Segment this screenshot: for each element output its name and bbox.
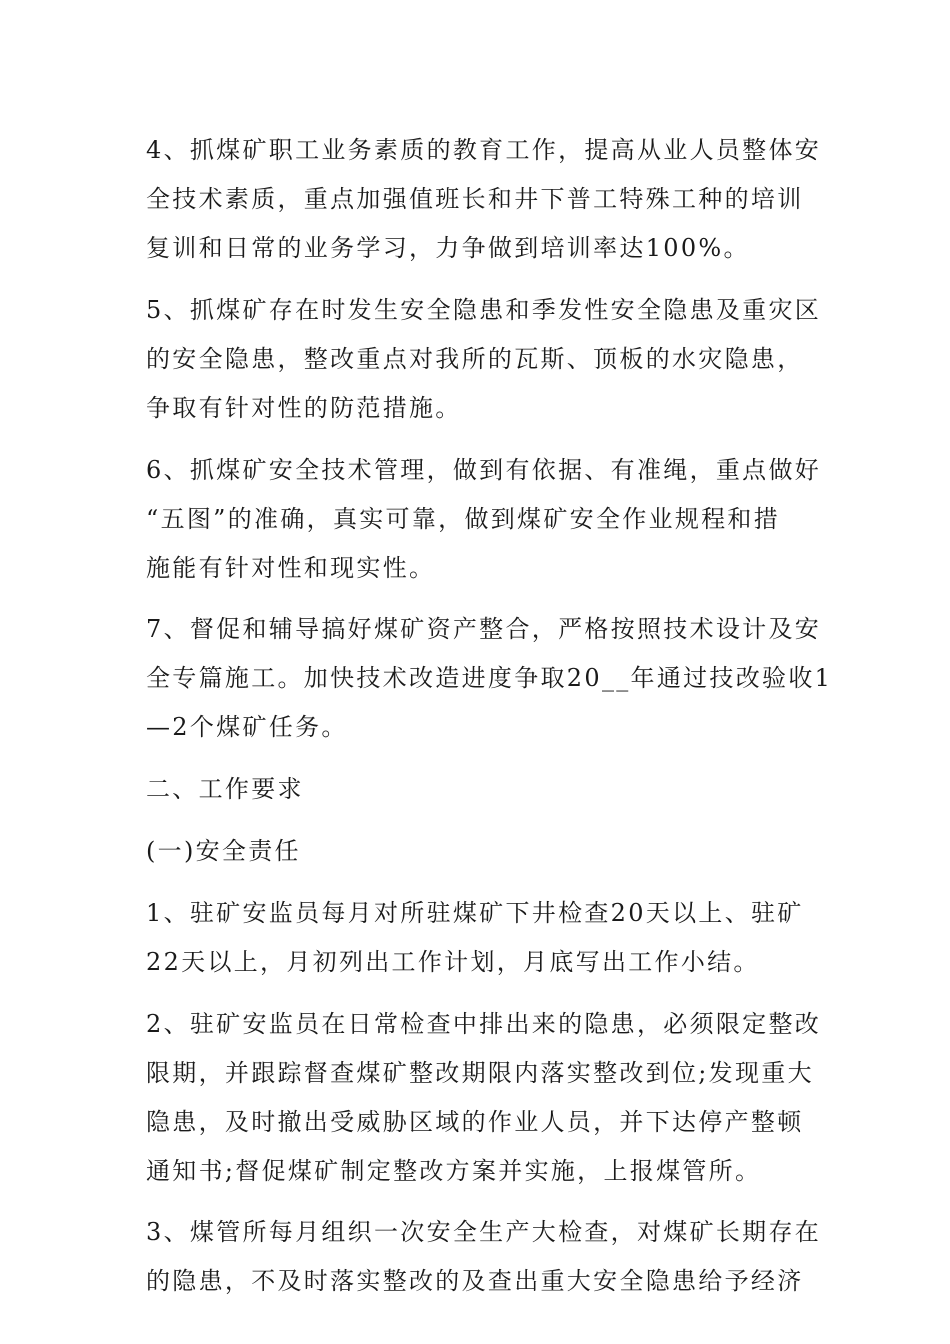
paragraph-item-4 [146,126,822,273]
text-line: “五图”的准确，真实可靠，做到煤矿安全作业规程和措 [146,504,781,533]
text-line: 1、驻矿安监员每月对所驻煤矿下井检查20天以上、驻矿 [146,898,804,927]
paragraph-item-7 [146,605,833,752]
text-line: —2个煤矿任务。 [146,713,348,742]
subsection-heading [146,827,806,876]
text-line: 4、抓煤矿职工业务素质的教育工作，提高从业人员整体安 [146,136,822,164]
text-line: 6、抓煤矿安全技术管理，做到有依据、有准绳，重点做好 [146,455,822,484]
text-line: 争取有针对性的防范措施。 [146,393,462,422]
text-line: 复训和日常的业务学习，力争做到培训率达100%。 [146,234,750,262]
text-line: 2、驻矿安监员在日常检查中排出来的隐患，必须限定整改 [146,1009,822,1038]
text-line: 5、抓煤矿存在时发生安全隐患和季发性安全隐患及重灾区 [146,295,822,324]
paragraph-item-6 [146,446,822,593]
document-body [146,126,833,1319]
paragraph-item-5 [146,286,822,433]
text-line: 隐患，及时撤出受威胁区域的作业人员，并下达停产整顿 [146,1107,804,1136]
text-line: 通知书;督促煤矿制定整改方案并实施，上报煤管所。 [146,1156,762,1185]
heading-text: (一)安全责任 [146,836,301,865]
text-line: 全技术素质，重点加强值班长和井下普工特殊工种的培训 [146,185,804,213]
paragraph-item-1 [146,889,806,987]
heading-text: 二、工作要求 [146,775,304,804]
paragraph-item-2 [146,1000,822,1196]
text-line: 7、督促和辅导搞好煤矿资产整合，严格按照技术设计及安 [146,615,822,644]
text-line: 全专篇施工。加快技术改造进度争取20__年通过技改验收1 [146,664,833,693]
text-line: 的安全隐患，整改重点对我所的瓦斯、顶板的水灾隐患， [146,344,804,373]
text-line: 的隐患，不及时落实整改的及查出重大安全隐患给予经济 [146,1267,804,1296]
text-line: 3、煤管所每月组织一次安全生产大检查，对煤矿长期存在 [146,1218,822,1247]
text-line: 限期，并跟踪督查煤矿整改期限内落实整改到位;发现重大 [146,1058,814,1087]
paragraph-item-3 [146,1208,822,1306]
text-line: 22天以上，月初列出工作计划，月底写出工作小结。 [146,947,760,976]
section-heading [146,765,806,814]
text-line: 施能有针对性和现实性。 [146,553,436,582]
